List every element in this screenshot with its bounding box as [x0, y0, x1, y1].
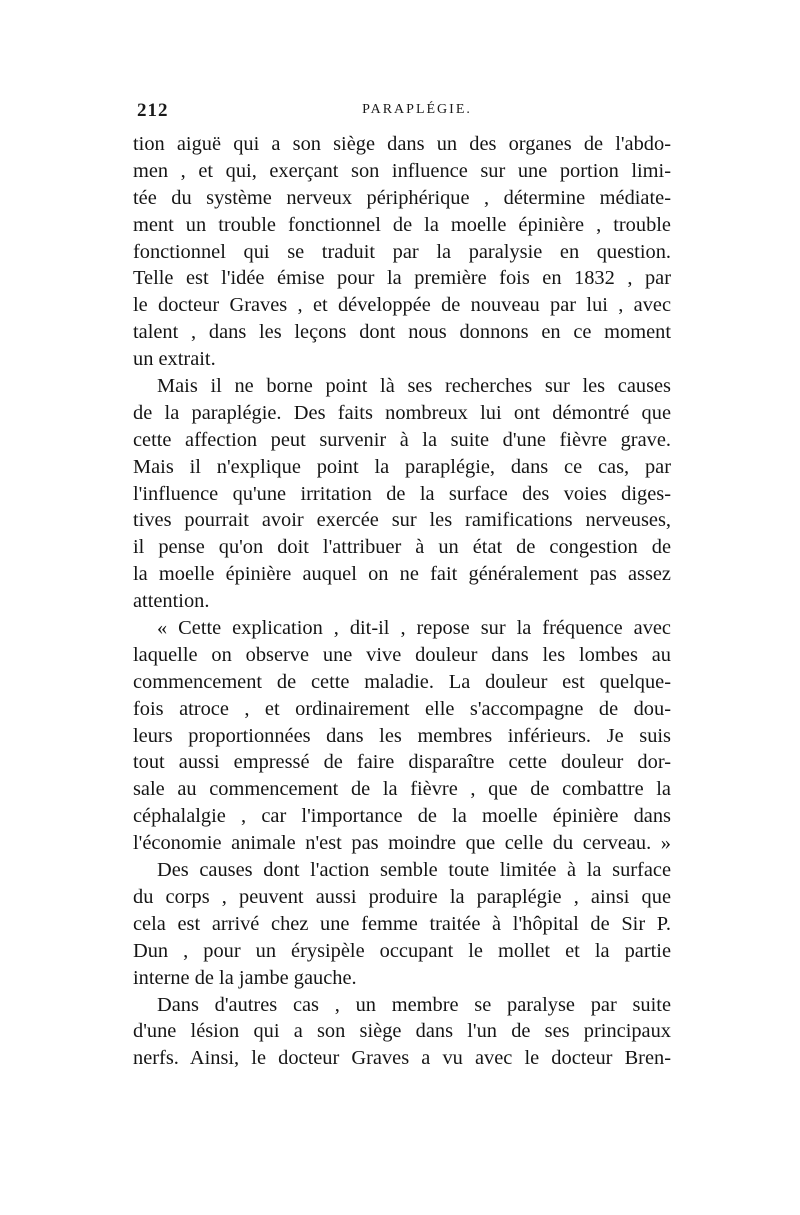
- text-line: cette affection peut survenir à la suite d'une fièvre grave.: [133, 428, 671, 451]
- text-line: attention.: [133, 590, 210, 613]
- text-line: Telle est l'idée émise pour la première fois en 1832 , par: [133, 267, 671, 290]
- text-line: talent , dans les leçons dont nous donnons en ce moment: [133, 321, 671, 344]
- page-number: 212: [137, 100, 169, 121]
- text-line: cela est arrivé chez une femme traitée à l'hôpital de Sir P.: [133, 912, 671, 935]
- text-line: d'une lésion qui a son siège dans l'un de ses principaux: [133, 1020, 671, 1043]
- text-line: un extrait.: [133, 348, 216, 371]
- text-line: de la paraplégie. Des faits nombreux lui ont démontré que: [133, 401, 671, 424]
- text-line: tives pourrait avoir exercée sur les ramifications nerveuses,: [133, 509, 671, 532]
- paragraph-start-line: « Cette explication , dit-il , repose sur la fréquence avec: [157, 617, 671, 640]
- text-line: tion aiguë qui a son siège dans un des organes de l'abdo-: [133, 133, 671, 155]
- text-line: ment un trouble fonctionnel de la moelle épinière , trouble: [133, 213, 671, 236]
- running-head: [133, 100, 671, 124]
- text-line: commencement de cette maladie. La douleur est quelque-: [133, 670, 671, 693]
- text-line: leurs proportionnées dans les membres inférieurs. Je suis: [133, 724, 671, 747]
- text-line: sale au commencement de la fièvre , que de combattre la: [133, 778, 671, 801]
- text-line: il pense qu'on doit l'attribuer à un état de congestion de: [133, 536, 671, 559]
- paragraph-start-line: Dans d'autres cas , un membre se paralyse par suite: [157, 993, 671, 1016]
- paragraph-start-line: Des causes dont l'action semble toute limitée à la surface: [157, 859, 671, 882]
- text-line: Dun , pour un érysipèle occupant le mollet et la partie: [133, 939, 671, 962]
- body-text: [133, 131, 671, 1072]
- paragraph-start-line: Mais il ne borne point là ses recherches sur les causes: [157, 375, 671, 398]
- text-line: tée du système nerveux périphérique , détermine médiate-: [133, 186, 671, 209]
- text-line: tout aussi empressé de faire disparaître cette douleur dor-: [133, 751, 671, 774]
- text-line: interne de la jambe gauche.: [133, 966, 357, 989]
- text-line: nerfs. Ainsi, le docteur Graves a vu avec le docteur Bren-: [133, 1047, 671, 1070]
- text-line: céphalalgie , car l'importance de la moelle épinière dans: [133, 805, 671, 828]
- text-line: la moelle épinière auquel on ne fait généralement pas assez: [133, 563, 671, 586]
- text-line: men , et qui, exerçant son influence sur une portion limi-: [133, 159, 671, 182]
- text-line: fois atroce , et ordinairement elle s'accompagne de dou-: [133, 697, 671, 720]
- running-title: PARAPLÉGIE.: [362, 102, 472, 117]
- text-line: laquelle on observe une vive douleur dans les lombes au: [133, 643, 671, 666]
- text-line: le docteur Graves , et développée de nouveau par lui , avec: [133, 294, 671, 317]
- text-line: Mais il n'explique point la paraplégie, dans ce cas, par: [133, 455, 671, 478]
- text-line: l'économie animale n'est pas moindre que celle du cerveau. »: [133, 832, 671, 855]
- text-line: l'influence qu'une irritation de la surface des voies diges-: [133, 482, 671, 505]
- text-line: fonctionnel qui se traduit par la paralysie en question.: [133, 240, 671, 263]
- text-line: du corps , peuvent aussi produire la paraplégie , ainsi que: [133, 885, 671, 908]
